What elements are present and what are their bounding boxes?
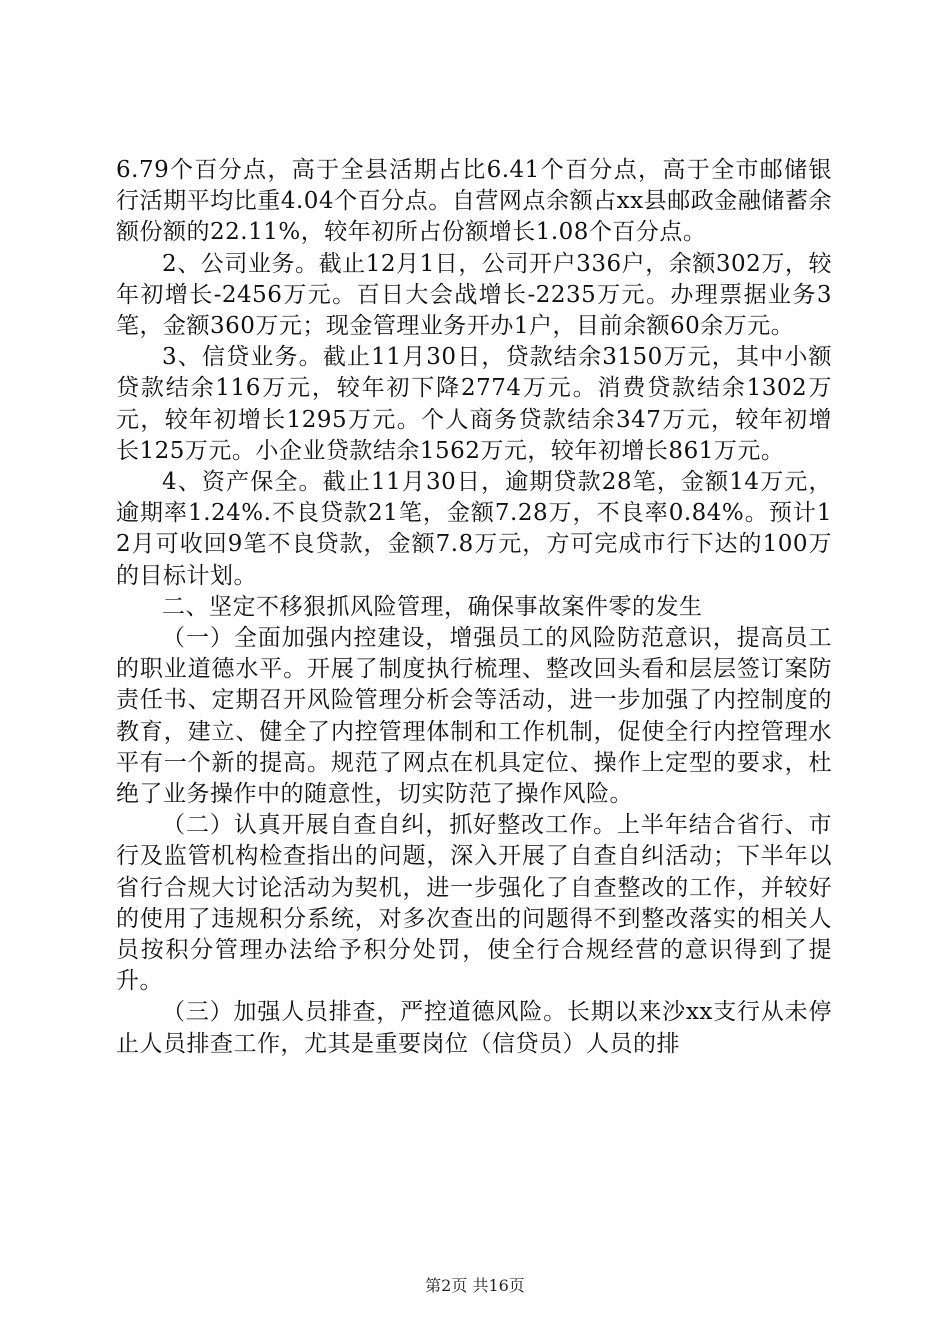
paragraph-credit-business: 3、信贷业务。截止11月30日，贷款结余3150万元，其中小额贷款结余116万元，较年初下降2774万元。消费贷款结余1302万元，较年初增长1295万元。个人商务贷款结余347万元，较年初增长125万元。小企业贷款结余1562万元，较年初增长861万元。 <box>116 344 832 464</box>
paragraph-personnel-screening: （三）加强人员排查，严控道德风险。长期以来沙xx支行从未停止人员排查工作，尤其是重要岗位（信贷员）人员的排 <box>116 999 832 1057</box>
page-number-footer: 第2页 共16页 <box>425 1276 525 1295</box>
document-body <box>116 155 832 1060</box>
paragraph-self-inspection: （二）认真开展自查自纠，抓好整改工作。上半年结合省行、市行及监管机构检查指出的问题，深入开展了自查自纠活动；下半年以省行合规大讨论活动为契机，进一步强化了自查整改的工作，并较好的使用了违规积分系统，对多次查出的问题得不到整改落实的相关人员按积分管理办法给予积分处罚，使全行合规经营的意识得到了提升。 <box>116 812 832 995</box>
paragraph-corporate-business: 2、公司业务。截止12月1日，公司开户336户，余额302万，较年初增长-2456万元。百日大会战增长-2235万元。办理票据业务3笔，金额360万元；现金管理业务开办1户，目前余额60余万元。 <box>116 250 832 340</box>
paragraph-savings-continued: 6.79个百分点，高于全县活期占比6.41个百分点，高于全市邮储银行活期平均比重4.04个百分点。自营网点余额占xx县邮政金融储蓄余额份额的22.11%，较年初所占份额增长1.08个百分点。 <box>116 157 832 246</box>
section-heading-risk-management: 二、坚定不移狠抓风险管理，确保事故案件零的发生 <box>162 593 703 620</box>
paragraph-internal-control: （一）全面加强内控建设，增强员工的风险防范意识，提高员工的职业道德水平。开展了制度执行梳理、整改回头看和层层签订案防责任书、定期召开风险管理分析会等活动，进一步加强了内控制度的教育，建立、健全了内控管理体制和工作机制，促使全行内控管理水平有一个新的提高。规范了网点在机具定位、操作上定型的要求，杜绝了业务操作中的随意性，切实防范了操作风险。 <box>116 625 832 808</box>
paragraph-asset-preservation: 4、资产保全。截止11月30日，逾期贷款28笔，金额14万元，逾期率1.24%.不良贷款21笔，金额7.28万，不良率0.84%。预计12月可收回9笔不良贷款，金额7.8万元，方可完成市行下达的100万的目标计划。 <box>116 469 832 589</box>
